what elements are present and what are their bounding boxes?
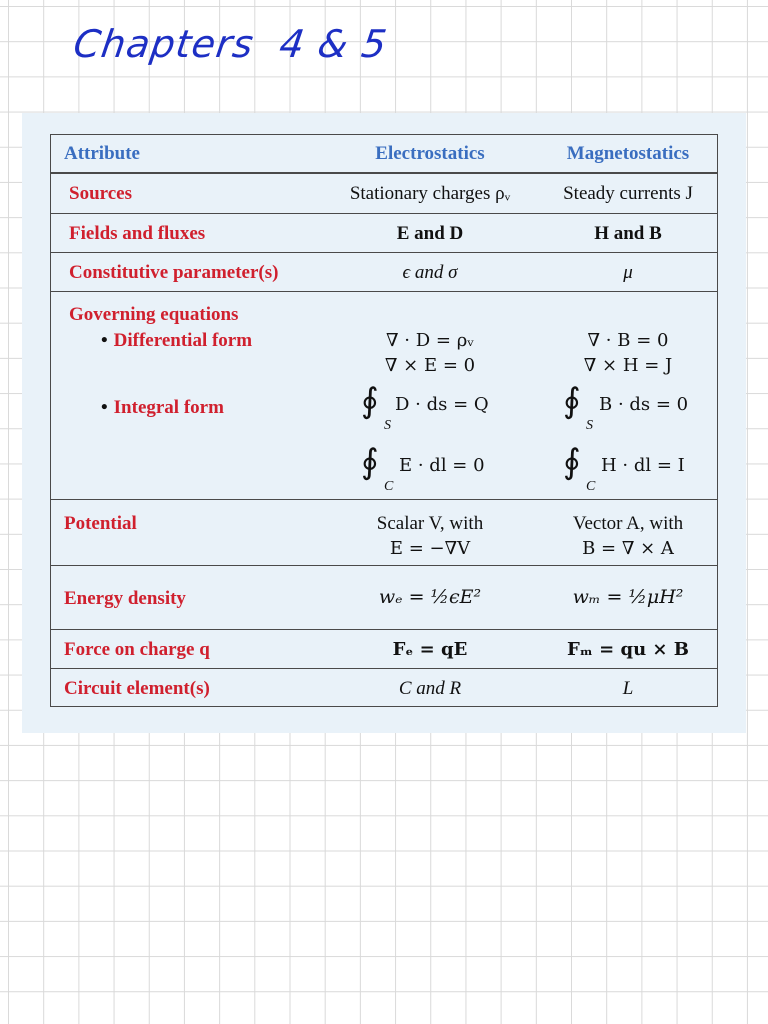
sources-electro: Stationary charges ρᵥ [349, 183, 511, 204]
potential-electro-1: Scalar V, with [376, 513, 484, 534]
sources-magneto: Steady currents J [563, 183, 693, 204]
magneto-int-1: B · ds = 0 [599, 394, 689, 415]
table-row-sources [51, 173, 717, 213]
header-electrostatics: Electrostatics [375, 143, 485, 164]
circuit-magneto: L [622, 678, 634, 699]
header-attribute: Attribute [64, 143, 140, 164]
force-electro: Fₑ = qE [392, 639, 468, 660]
integral-form-label [101, 397, 224, 419]
table-row-force [51, 629, 717, 668]
electro-int-1: D · ds = Q [395, 394, 489, 415]
comparison-table [50, 134, 718, 707]
row-label-force: Force on charge q [64, 639, 210, 660]
table-header-row [51, 135, 717, 173]
row-label-governing: Governing equations [69, 304, 239, 325]
electro-int-2: E · dl = 0 [399, 455, 485, 476]
bullet: • [101, 397, 108, 418]
header-magnetostatics: Magnetostatics [566, 143, 690, 164]
row-label-energy: Energy density [64, 588, 186, 609]
fields-magneto: H and B [594, 223, 662, 244]
line-integral-symbol: ∮ [563, 442, 581, 482]
electro-diff-1: ∇ · D = ρᵥ [386, 330, 474, 351]
line-subscript: C [384, 479, 394, 494]
row-label-fields: Fields and fluxes [69, 223, 206, 244]
surface-integral-symbol: ∮ [361, 381, 379, 421]
surface-integral-symbol: ∮ [563, 381, 581, 421]
differential-form-label [101, 330, 252, 352]
differential-form-text: Differential form [113, 330, 253, 351]
handwritten-title: Chapters 4 & 5 [70, 22, 391, 66]
row-label-circuit: Circuit element(s) [64, 678, 210, 699]
row-label-constitutive: Constitutive parameter(s) [69, 262, 279, 283]
constitutive-electro: ϵ and σ [402, 262, 458, 283]
circuit-electro: C and R [398, 678, 462, 699]
row-label-sources: Sources [69, 183, 132, 204]
surface-subscript: S [586, 418, 593, 433]
force-magneto: Fₘ = qu × B [566, 639, 689, 660]
surface-subscript: S [384, 418, 391, 433]
line-subscript: C [586, 479, 596, 494]
magneto-diff-1: ∇ · B = 0 [587, 330, 669, 351]
potential-magneto-1: Vector A, with [572, 513, 684, 534]
table-row-constitutive [51, 252, 717, 291]
table-row-governing-equations [51, 291, 717, 499]
bullet: • [101, 330, 108, 351]
potential-magneto-2: B = ∇ × A [582, 538, 674, 559]
integral-form-text: Integral form [113, 397, 224, 418]
line-integral-symbol: ∮ [361, 442, 379, 482]
electro-diff-2: ∇ × E = 0 [384, 355, 476, 376]
table-row-circuit [51, 668, 717, 706]
table-row-potential [51, 499, 717, 565]
energy-magneto: wₘ = ½μH² [572, 586, 684, 608]
magneto-diff-2: ∇ × H = J [583, 355, 673, 376]
table-row-energy-density [51, 565, 717, 629]
magneto-int-2: H · dl = I [601, 455, 685, 476]
energy-electro: wₑ = ½ϵE² [378, 586, 482, 608]
constitutive-magneto: μ [623, 262, 633, 283]
table-row-fields [51, 213, 717, 252]
potential-electro-2: E = −∇V [389, 538, 471, 559]
row-label-potential: Potential [64, 513, 137, 534]
fields-electro: E and D [396, 223, 464, 244]
